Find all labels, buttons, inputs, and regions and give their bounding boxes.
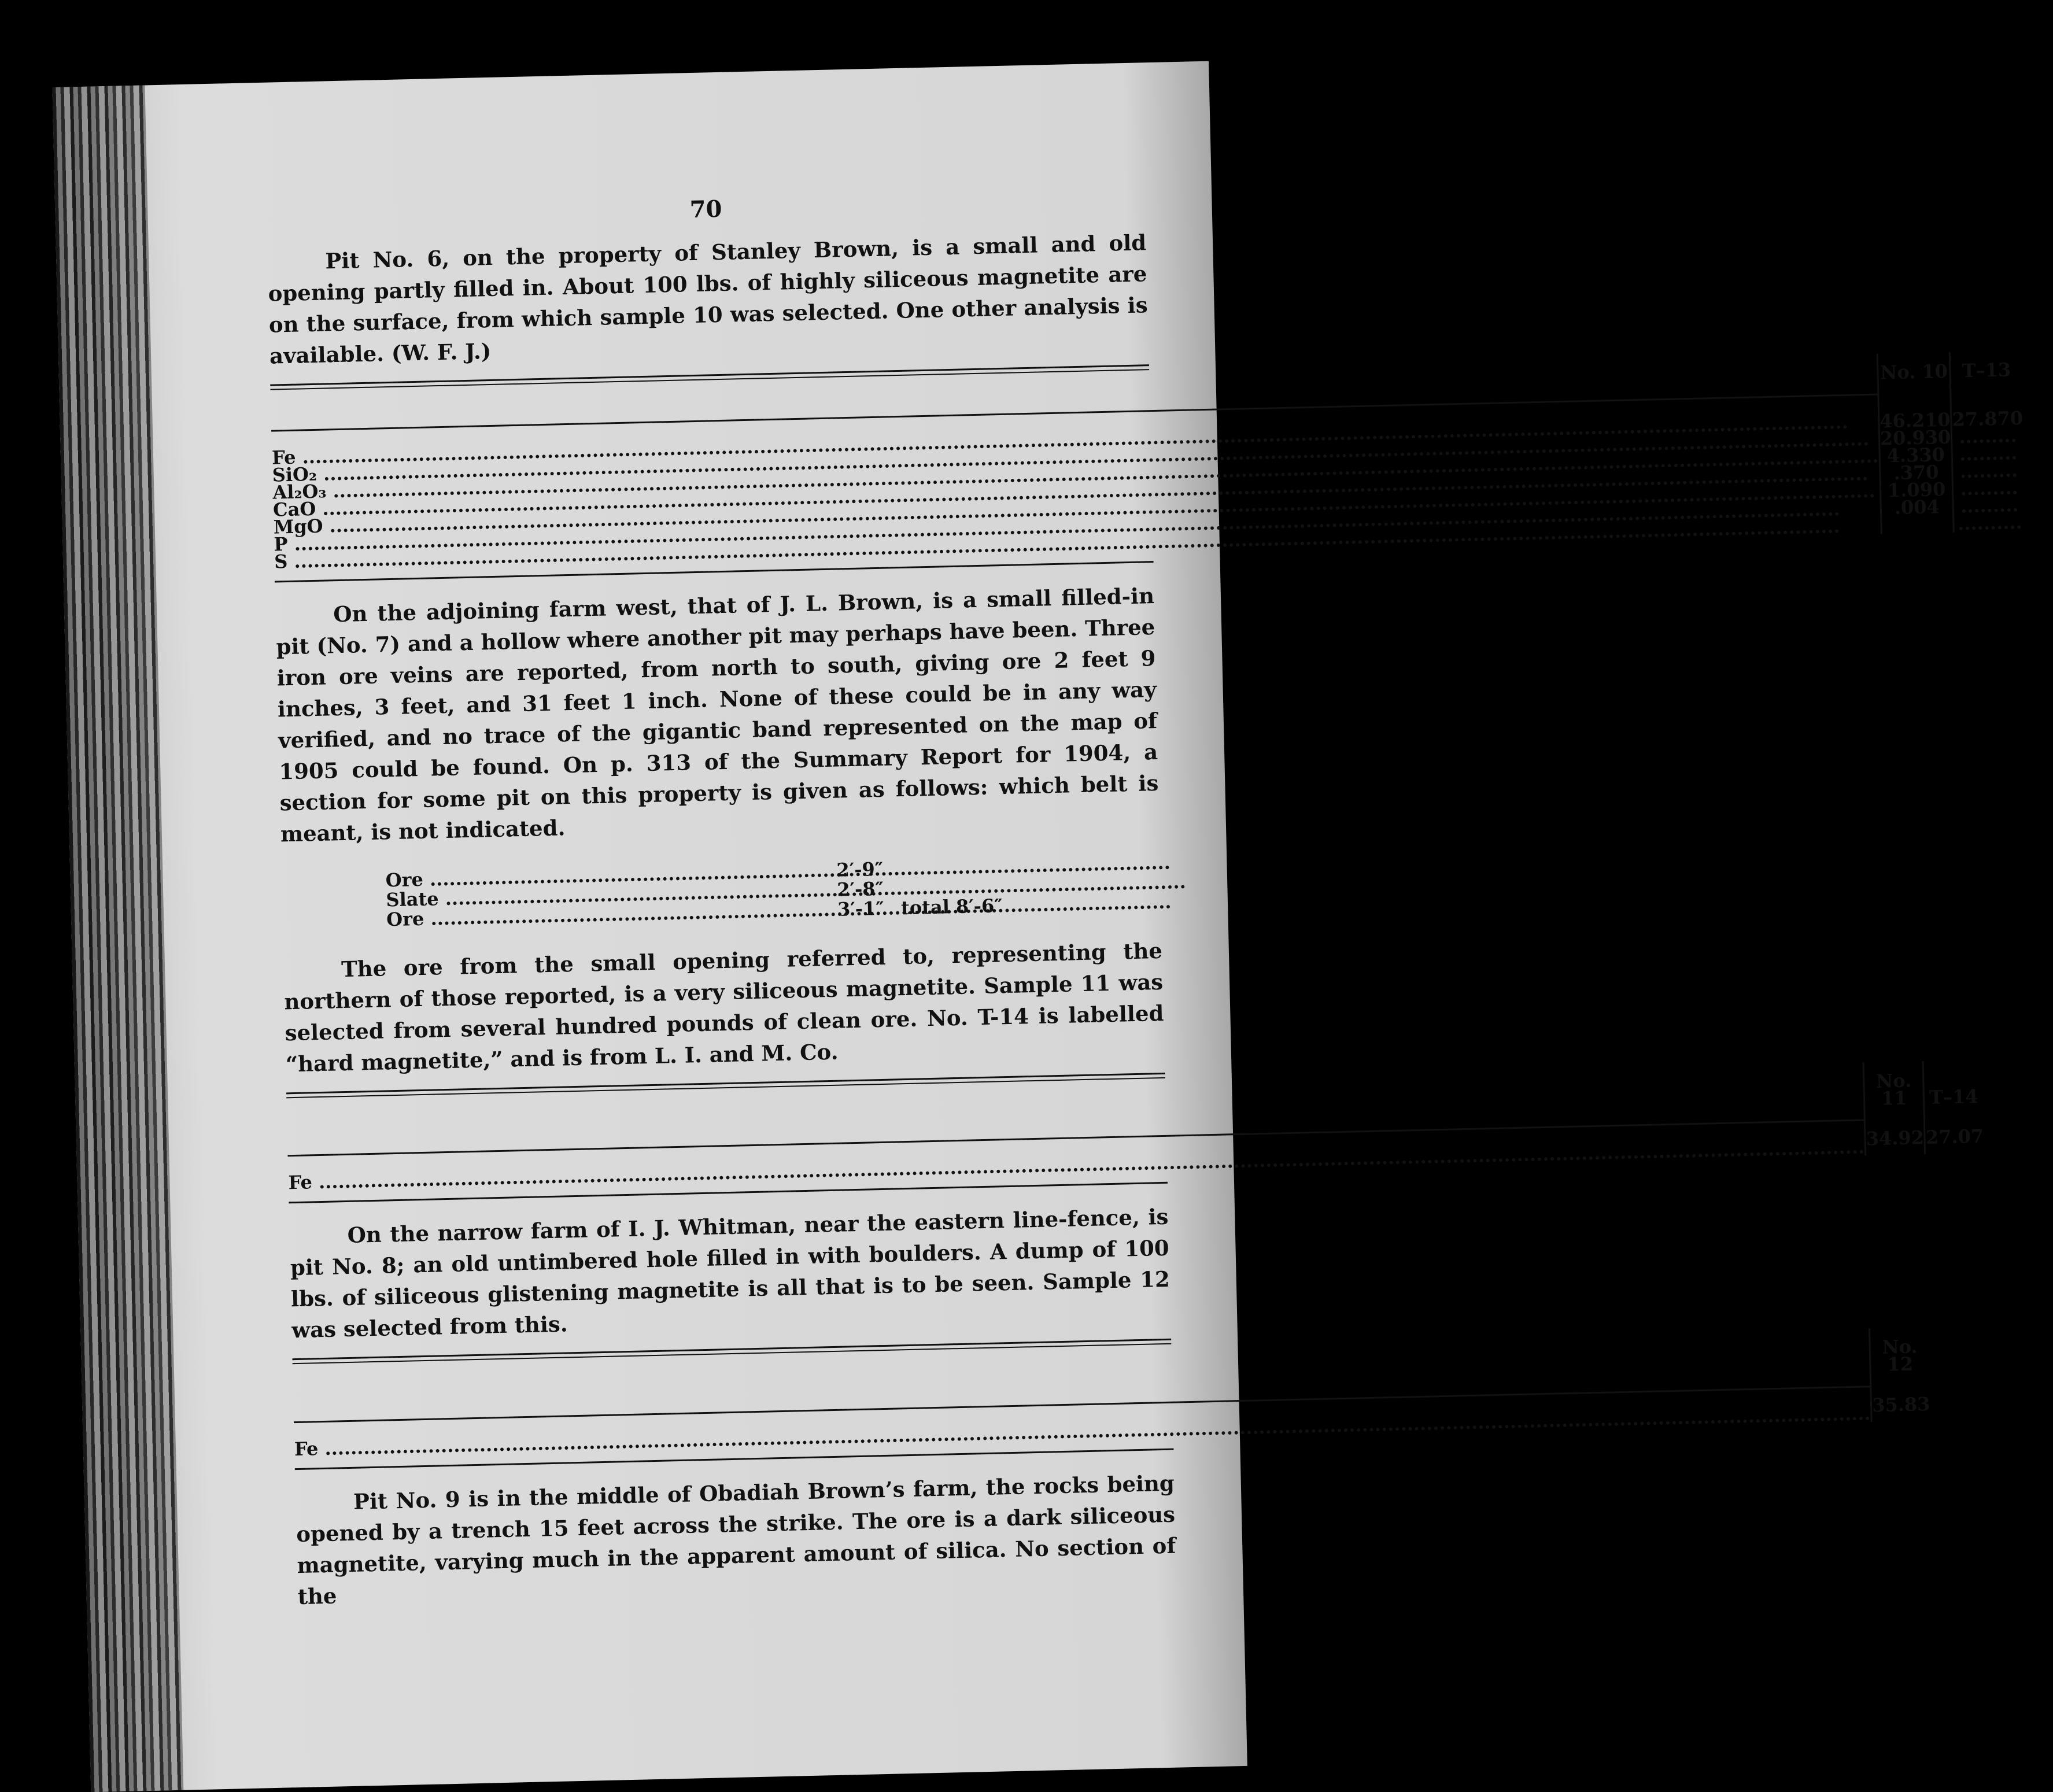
section-label: Slate .....: [386, 880, 837, 910]
section-label: Ore .....: [386, 899, 838, 929]
cell-value: .370: [1880, 463, 1952, 482]
cell-value: 34.92: [1865, 1119, 1926, 1156]
cell-value: 20.930: [1880, 426, 1951, 449]
cell-value: 35.83: [1871, 1385, 1930, 1422]
cell-value: .........: [1952, 478, 2025, 497]
section-total: total 8′-6″: [900, 894, 1003, 919]
analysis-table-pit-8: [293, 1327, 1930, 1458]
row-label: Fe .....: [271, 394, 1879, 467]
page-content: [266, 184, 2024, 1612]
analysis-table-pit-7: [286, 1059, 1984, 1194]
cell-value: ..........: [1954, 513, 2026, 532]
row-label: SiO₂ .....: [272, 430, 1879, 483]
section-value: 2′-8″: [836, 877, 884, 901]
row-label: CaO .....: [273, 464, 1880, 518]
cell-value: 4.330: [1880, 445, 1952, 464]
section-label: Ore .....: [385, 860, 837, 890]
paragraph-ore-description: The ore from the small opening referred to, representing the northern of those reported, is a very siliceous magnetite. Sample 11 was selected from several hundred pounds of clean ore. No. T-14 is labelled “hard magnetite,” and is from L. I. and M. Co.: [283, 937, 1164, 1077]
row-label: P .....: [274, 499, 1881, 553]
page-number: 70: [689, 195, 722, 224]
section-list: [385, 856, 1022, 929]
cell-value: .........: [1953, 496, 2025, 515]
paragraph-pit-6: Pit No. 6, on the property of Stanley Brown, is a small and old opening partly filled in. About 100 lbs. of highly siliceous magnetite are on the surface, from which sample 10 was selected. One other analysis is available. (W. F. J.): [268, 230, 1149, 369]
row-label: Al₂O₃ .....: [272, 447, 1880, 501]
table-header: T–13: [1949, 350, 2022, 393]
row-label: S .....: [274, 516, 1881, 570]
table-header: No. 12: [1870, 1327, 1930, 1386]
row-label: MgO .....: [273, 482, 1880, 535]
table-header: T–14: [1923, 1059, 1983, 1118]
cell-value: 46.210: [1878, 393, 1952, 430]
cell-value: .........: [1952, 461, 2025, 480]
row-label: Fe .....: [288, 1120, 1866, 1191]
paragraph-pit-7: On the adjoining farm west, that of J. L. Brown, is a small filled-in pit (No. 7) and a hollow where another pit may perhaps have been. Three iron ore veins are reported, from north to south, giving ore 2 feet 9 inches, 3 feet, and 31 feet 1 inch. None of these could be in any way verified, and no trace of the gigantic band represented on the map of 1905 could be found. On p. 313 of the Summary Report for 1904, a section for some pit on this property is given as follows: which belt is meant, is not indicated.: [276, 582, 1159, 847]
book-spine-edge: [52, 85, 183, 1792]
table-header: No. 11: [1863, 1061, 1924, 1120]
row-label: Fe .....: [294, 1386, 1871, 1457]
cell-value: .004: [1881, 497, 1954, 516]
section-value: 3′-1″: [837, 897, 885, 921]
cell-value: .........: [1951, 426, 2024, 445]
cell-value: 1.090: [1880, 480, 1953, 499]
scanned-page: [52, 61, 2024, 1792]
table-header: No. 10: [1877, 352, 1951, 394]
paragraph-pit-8: On the narrow farm of I. J. Whitman, near the eastern line-fence, is pit No. 8; an old untimbered hole filled in with boulders. A dump of 100 lbs. of siliceous glistening magnetite is all that is to be seen. Sample 12 was selected from this.: [290, 1203, 1170, 1343]
section-value: 2′-9″: [836, 858, 884, 881]
cell-value: 27.870: [1951, 391, 2023, 428]
cell-value: 27.07: [1925, 1117, 1984, 1154]
cell-value: .........: [1952, 444, 2024, 463]
paragraph-pit-9: Pit No. 9 is in the middle of Obadiah Brown’s farm, the rocks being opened by a trench 15 feet across the strike. The ore is a dark siliceous magnetite, varying much in the apparent amount of silica. No section of the: [296, 1470, 1176, 1609]
